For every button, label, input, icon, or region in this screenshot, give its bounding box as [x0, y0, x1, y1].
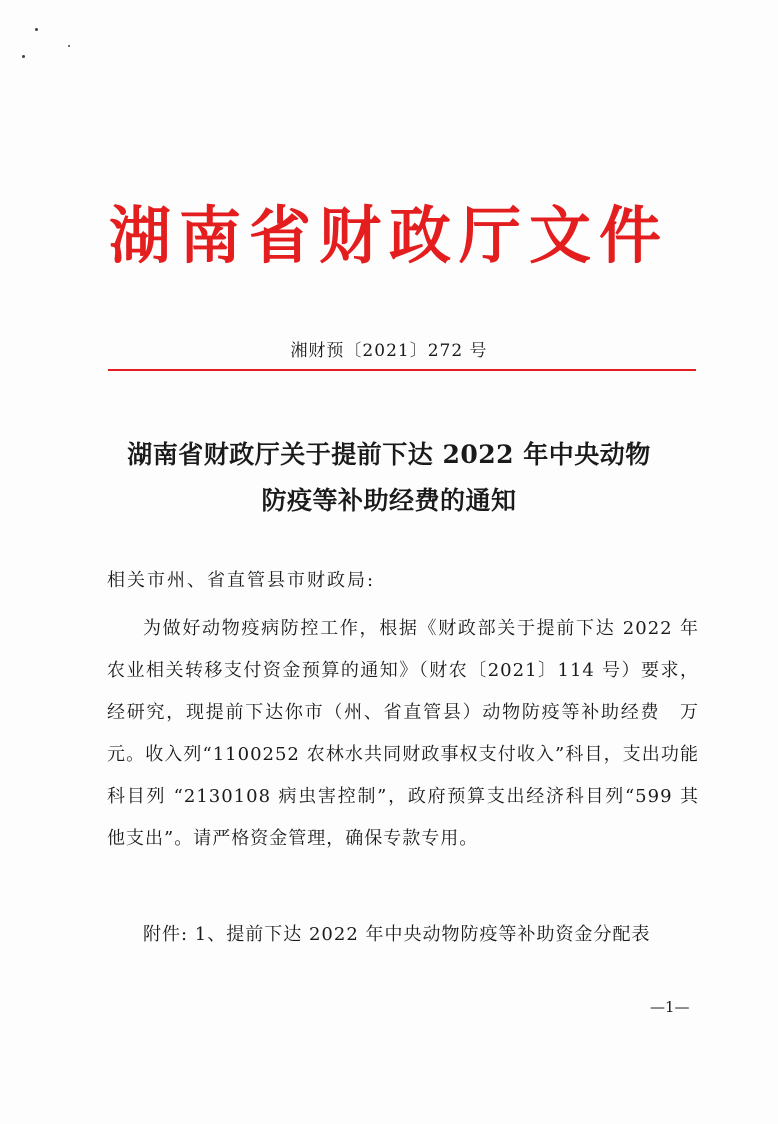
agency-header-title: 湖南省财政厅文件	[108, 199, 669, 272]
notice-title-line-1: 湖南省财政厅关于提前下达 2022 年中央动物	[127, 440, 651, 469]
document-number: 湘财预〔2021〕272 号	[290, 341, 488, 361]
attachment-line: 附件: 1、提前下达 2022 年中央动物防疫等补助资金分配表	[143, 924, 651, 945]
scan-speck	[68, 45, 70, 47]
scan-speck	[35, 28, 38, 31]
notice-title-line-2: 防疫等补助经费的通知	[261, 486, 517, 515]
body-paragraph: 为做好动物疫病防控工作，根据《财政部关于提前下达 2022 年农业相关转移支付资金预算的通知》（财农〔2021〕114 号）要求，经研究，现提前下达你市（州、省直管县）动物防疫等补助经费 万元。收入列“1100252 农林水共同财政事权支付收入”科目，支出功能科目列 “2130108 病虫害控制”，政府预算支出经济科目列“599 其他支出”。请严格资金管理，确保专款专用。	[107, 618, 699, 849]
red-separator-line	[108, 369, 696, 371]
scan-speck	[22, 55, 25, 58]
page-number: —1—	[650, 998, 690, 1016]
addressee: 相关市州、省直管县市财政局:	[107, 570, 376, 591]
notice-title	[80, 432, 698, 524]
